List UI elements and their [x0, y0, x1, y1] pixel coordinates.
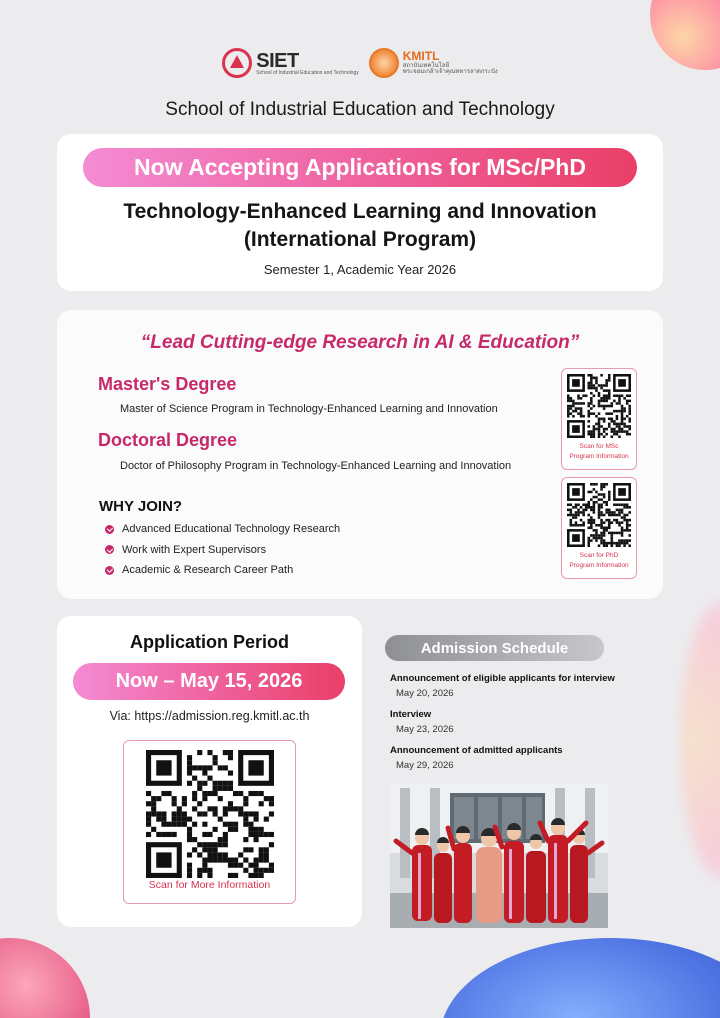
msc-qr-caption: Scan for MSc Program Information: [569, 443, 629, 460]
kmitl-logo-subtitle-2: พระจอมเกล้าเจ้าคุณทหารลาดกระบัง: [402, 69, 498, 76]
schedule-item: [390, 709, 454, 735]
schedule-item-date: May 20, 2026: [396, 688, 454, 699]
msc-qr-card[interactable]: [561, 368, 637, 470]
decorative-blob-mid-right: [680, 600, 720, 880]
graduates-photo-image: [390, 783, 608, 928]
phd-qr-card[interactable]: [561, 477, 637, 579]
check-circle-icon: [105, 545, 114, 554]
application-url[interactable]: Via: https://admission.reg.kmitl.ac.th: [109, 709, 310, 723]
kmitl-logo-subtitle-1: สถาบันเทคโนโลยี: [402, 63, 450, 69]
application-period-title: Application Period: [129, 632, 289, 652]
siet-logo-subtitle: School of Industrial Education and Technology: [256, 69, 359, 76]
schedule-item-label: Announcement of admitted applicants: [390, 745, 563, 756]
siet-logo: [222, 48, 358, 78]
program-banner-card: [57, 134, 663, 291]
masters-heading: Master's Degree: [98, 374, 237, 394]
siet-logo-title: SIET: [256, 49, 299, 72]
kmitl-logo: [369, 48, 498, 78]
tagline-quote: “Lead Cutting-edge Research in AI & Education”: [140, 332, 580, 353]
check-circle-icon: [105, 525, 114, 534]
phd-qr-caption: Scan for PhD Program Information: [569, 552, 629, 569]
more-info-qr-caption: Scan for More Information: [148, 879, 271, 891]
schedule-item-date: May 29, 2026: [396, 760, 454, 771]
program-title-line-2: (International Program): [243, 228, 477, 251]
program-title-line-1: Technology-Enhanced Learning and Innovation: [123, 200, 597, 223]
kmitl-logo-title: KMITL: [402, 49, 440, 64]
logo-bar: [0, 48, 720, 78]
schedule-item-label: Announcement of eligible applicants for interview: [390, 673, 615, 684]
school-name: School of Industrial Education and Technology: [165, 99, 555, 120]
schedule-item: [390, 745, 563, 771]
qr-code-icon[interactable]: [567, 483, 631, 547]
admission-schedule-pill: Admission Schedule: [385, 635, 604, 661]
list-item: Academic & Research Career Path: [105, 560, 340, 581]
why-join-heading: WHY JOIN?: [99, 498, 183, 515]
application-period-card: [57, 616, 362, 927]
decorative-blob-bottom-left: [0, 938, 90, 1018]
more-info-qr-card[interactable]: [123, 740, 296, 904]
doctoral-description: Doctor of Philosophy Program in Technology-Enhanced Learning and Innovation: [120, 460, 512, 472]
schedule-item-date: May 23, 2026: [396, 724, 454, 735]
program-title: [57, 198, 663, 254]
schedule-item: [390, 673, 615, 699]
why-join-list: [105, 519, 340, 581]
programs-card: [57, 310, 663, 599]
qr-code-icon[interactable]: [146, 750, 274, 878]
qr-code-icon[interactable]: [567, 374, 631, 438]
semester-text: Semester 1, Academic Year 2026: [263, 262, 457, 277]
graduates-photo: [390, 783, 608, 928]
siet-logo-icon: [222, 48, 252, 78]
application-period-pill: Now – May 15, 2026: [73, 663, 345, 700]
decorative-blob-bottom-right: [440, 938, 720, 1018]
masters-description: Master of Science Program in Technology-Enhanced Learning and Innovation: [120, 403, 498, 415]
schedule-item-label: Interview: [390, 709, 432, 720]
doctoral-heading: Doctoral Degree: [98, 430, 238, 450]
kmitl-seal-icon: [369, 48, 399, 78]
check-circle-icon: [105, 566, 114, 575]
list-item: Work with Expert Supervisors: [105, 540, 340, 561]
list-item: Advanced Educational Technology Research: [105, 519, 340, 540]
accepting-applications-pill: Now Accepting Applications for MSc/PhD: [83, 148, 637, 187]
